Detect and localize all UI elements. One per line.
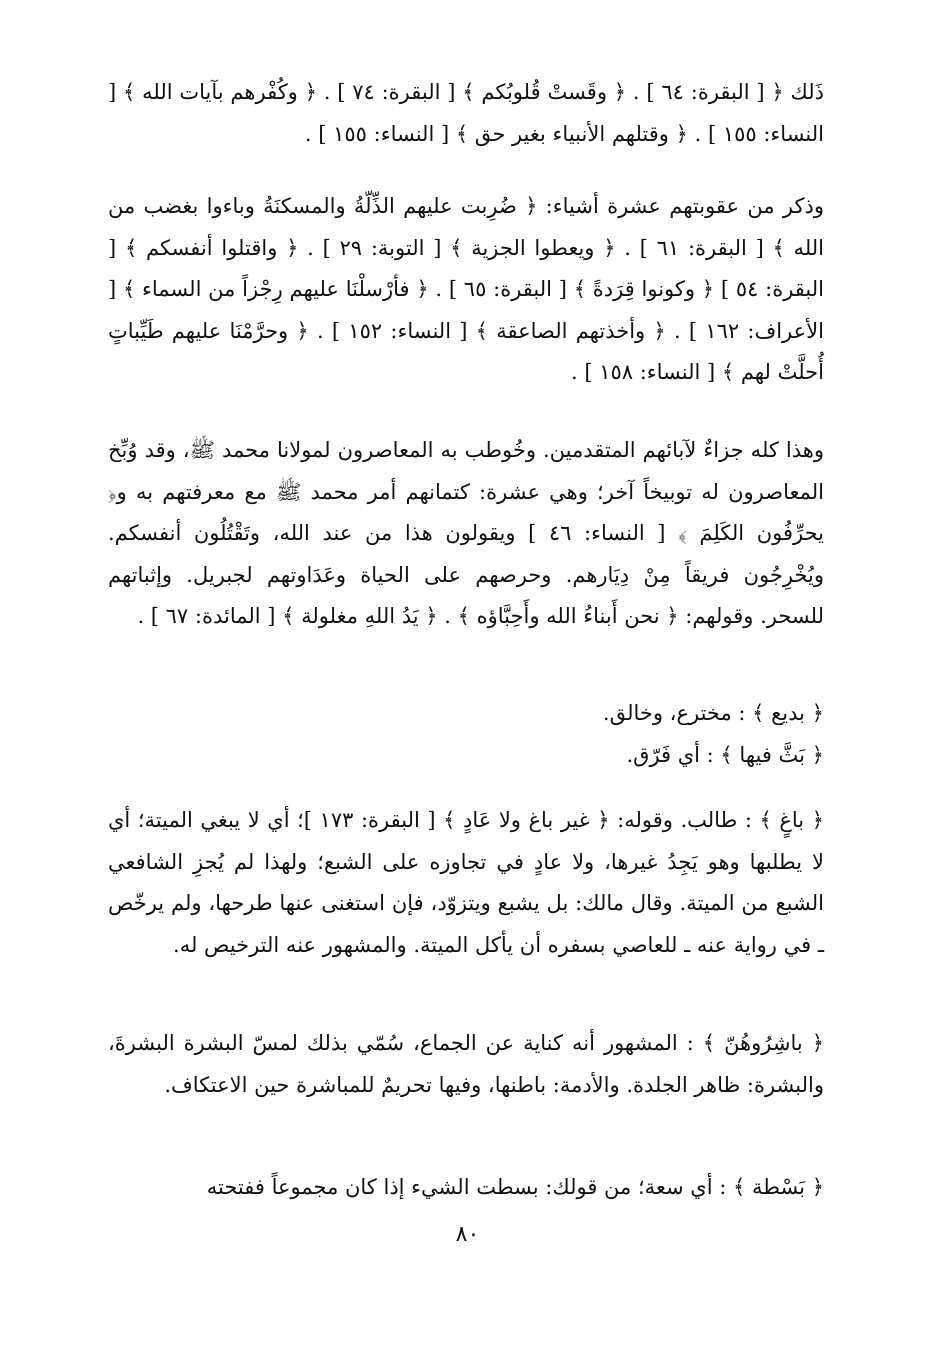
paragraph-2: وذكر من عقوبتهم عشرة أشياء: ﴿ ضُرِبت عليهم الذِّلّةُ والمسكنَةُ وباءوا بغضب من الله ﴾ [ البقرة: ٦١ ] . ﴿ ويعطوا الجزية ﴾ [ التوبة: ٢٩ ] . ﴿ واقتلوا أنفسكم ﴾ [ البقرة: ٥٤ ] ﴿ وكونوا قِرَدةً ﴾ [ البقرة: ٦٥ ] . ﴿ فأرْسلْنَا عليهم رِجْزاً من السماء ﴾ [ الأعراف: ١٦٢ ] . ﴿ وأخذتهم الصاعقة ﴾ [ النساء: ١٥٢ ] . ﴿ وحرَّمْنَا عليهم طَيِّباتٍ أُحلَّتْ لهم ﴾ [ النساء: ١٥٨ ] . (108, 194, 825, 384)
paragraph-bastah: ﴿ بَسْطة ﴾ : أي سعة؛ من قولك: بسطت الشيء إذا كان مجموعاً ففتحته (206, 1175, 824, 1199)
headword-bath: ﴿ بَثَّ فيها ﴾ : أي فَرّق. (626, 743, 824, 767)
paragraph-3: وهذا كله جزاءٌ لآبائهم المتقدمين. وخُوطب به المعاصرون لمولانا محمد ﷺ، وقد وُبِّخ المعاصرون له توبيخاً آخر؛ وهي عشرة: كتمانهم أمر محمد ﷺ مع معرفتهم به و﴿ يحرِّفُون الكَلِمَ ﴾ [ النساء: ٤٦ ] ويقولون هذا من عند الله، وتَقْتُلُون أنفسكم. ويُخْرِجُون فريقاً مِنْ دِيَارهم. وحرصهم على الحياة وعَدَاوتهم لجبريل. وإثباتهم للسحر. وقولهم: ﴿ نحن أَبناءُ الله وأَحِبَّاؤه ﴾ . ﴿ يَدُ اللهِ مغلولة ﴾ [ المائدة: ٦٧ ] . (108, 438, 825, 628)
paragraph-bagh: ﴿ باغٍ ﴾ : طالب. وقوله: ﴿ غير باغ ولا عَادٍ ﴾ [ البقرة: ١٧٣ ]؛ أي لا يبغي الميتة؛ أي لا يطلبها وهو يَجِدُ غيرها، ولا عادٍ في تجاوزه على الشبع؛ ولهذا لم يُجزِ الشافعي الشبع من الميتة. وقال مالك: بل يشبع ويتزوّد، فإن استغنى عنها طرحها، ولم يرخّص ـ في رواية عنه ـ للعاصي بسفره أن يأكل الميتة. والمشهور عنه الترخيص له. (108, 808, 824, 957)
paragraph-bashiruhunna: ﴿ باشِرُوهُنّ ﴾ : المشهور أنه كناية عن الجماع، سُمّي بذلك لمسّ البشرة البشرةَ، والبشرة: ظاهر الجلدة. والأدمة: باطنها، وفيها تحريمٌ للمباشرة حين الاعتكاف. (108, 1031, 824, 1097)
paragraph-1: ذَلك ﴿ [ البقرة: ٦٤ ] . ﴿ وقَستْ قُلوبُكم ﴾ [ البقرة: ٧٤ ] . ﴿ وكُفْرهم بآيات الله ﴾ [ النساء: ١٥٥ ] . ﴿ وقتلهم الأنبياء بغير حق ﴾ [ النساء: ١٥٥ ] . (108, 80, 824, 146)
headword-badi: ﴿ بديع ﴾ : مخترع، وخالق. (602, 701, 824, 725)
page-number: ٨٠ (455, 1222, 480, 1247)
